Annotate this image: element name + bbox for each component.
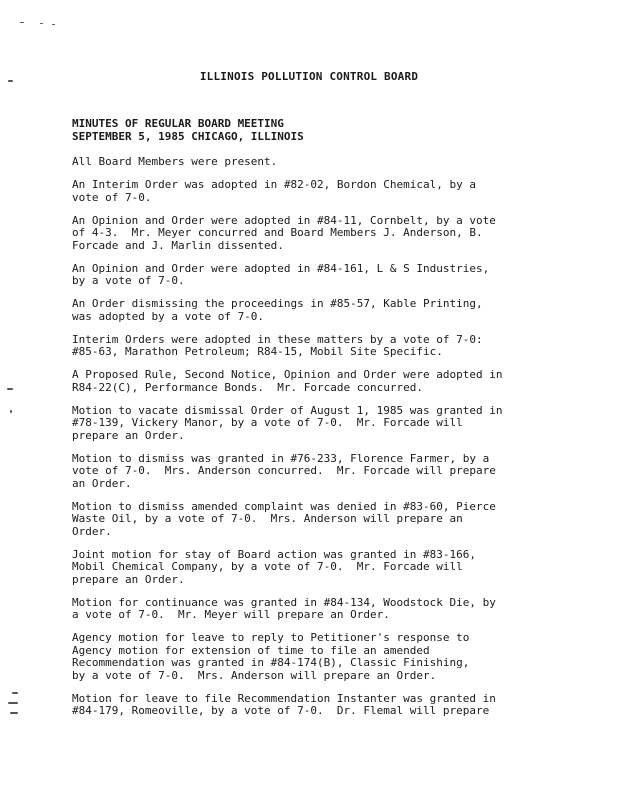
- scan-speck: [8, 702, 18, 704]
- minutes-paragraph: Motion to dismiss was granted in #76-233, Florence Farmer, by a vote of 7-0. Mrs. Anderson concurred. Mr. Forcade will prepare an Order.: [72, 451, 496, 490]
- scan-speck: [52, 24, 55, 25]
- minutes-paragraph: An Opinion and Order were adopted in #84-11, Cornbelt, by a vote of 4-3. Mr. Meyer concurred and Board Members J. Anderson, B. Forcade and J. Marlin dissented.: [72, 213, 496, 252]
- minutes-paragraph: All Board Members were present.: [72, 155, 278, 168]
- minutes-paragraph: Motion for continuance was granted in #84-134, Woodstock Die, by a vote of 7-0. Mr. Meyer will prepare an Order.: [72, 595, 496, 621]
- minutes-paragraph: An Interim Order was adopted in #82-02, Bordon Chemical, by a vote of 7-0.: [72, 178, 476, 204]
- minutes-paragraph: Joint motion for stay of Board action was granted in #83-166, Mobil Chemical Company, by a vote of 7-0. Mr. Forcade will prepare an Order.: [72, 547, 476, 586]
- minutes-paragraph: Motion for leave to file Recommendation Instanter was granted in #84-179, Romeoville, by a vote of 7-0. Dr. Flemal will prepare: [72, 691, 496, 717]
- meeting-heading-line: MINUTES OF REGULAR BOARD MEETING: [72, 117, 284, 130]
- minutes-paragraph: Agency motion for leave to reply to Petitioner's response to Agency motion for extension of time to file an amended Recommendation was granted in #84-174(B), Classic Finishing, by a vote of 7-0. Mrs. Anderson will prepare an Order.: [72, 631, 470, 682]
- minutes-paragraph: Interim Orders were adopted in these matters by a vote of 7-0: #85-63, Marathon Petroleum; R84-15, Mobil Site Specific.: [72, 332, 483, 358]
- minutes-body: [72, 156, 552, 728]
- minutes-paragraph: An Opinion and Order were adopted in #84-161, L & S Industries, by a vote of 7-0.: [72, 261, 490, 287]
- scan-speck: [10, 712, 18, 714]
- minutes-paragraph: A Proposed Rule, Second Notice, Opinion and Order were adopted in R84-22(C), Performance Bonds. Mr. Forcade concurred.: [72, 368, 503, 394]
- scan-speck: [12, 692, 18, 694]
- minutes-paragraph: Motion to dismiss amended complaint was denied in #83-60, Pierce Waste Oil, by a vote of 7-0. Mrs. Anderson will prepare an Order.: [72, 499, 496, 538]
- scan-speck: [10, 410, 12, 413]
- minutes-paragraph: An Order dismissing the proceedings in #85-57, Kable Printing, was adopted by a vote of 7-0.: [72, 297, 483, 323]
- scan-speck: [20, 22, 24, 23]
- scan-speck: [40, 23, 43, 24]
- meeting-heading: [72, 117, 304, 143]
- scan-speck: [7, 388, 13, 390]
- meeting-date-line: SEPTEMBER 5, 1985 CHICAGO, ILLINOIS: [72, 130, 304, 143]
- minutes-paragraph: Motion to vacate dismissal Order of August 1, 1985 was granted in #78-139, Vickery Manor, by a vote of 7-0. Mr. Forcade will prepare an Order.: [72, 403, 503, 442]
- document-title: ILLINOIS POLLUTION CONTROL BOARD: [199, 70, 419, 83]
